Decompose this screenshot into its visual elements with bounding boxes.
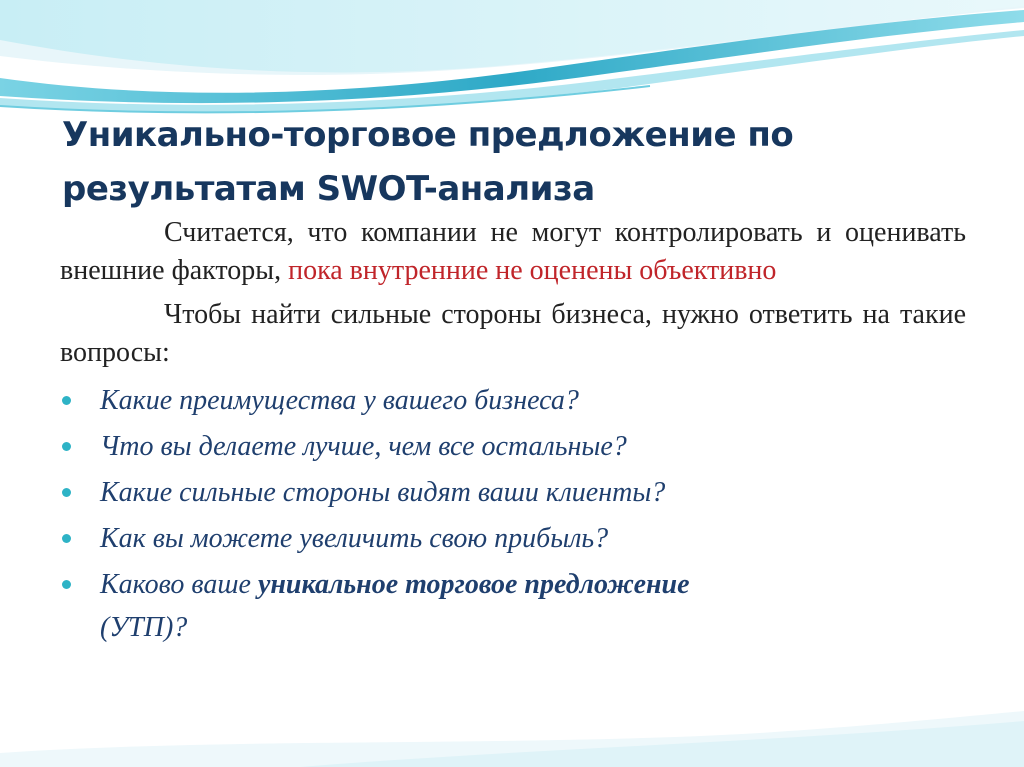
- bullet-icon: [62, 580, 71, 589]
- bullet-icon: [62, 534, 71, 543]
- question-text: Что вы делаете лучше, чем все остальные?: [100, 431, 627, 462]
- question-text-strong: уникальное торговое предложение: [257, 569, 690, 600]
- question-list: [60, 378, 966, 648]
- decorative-waves-bottom: [0, 707, 1024, 767]
- decorative-waves-top: [0, 0, 1024, 120]
- question-text: Как вы можете увеличить свою прибыль?: [100, 523, 609, 554]
- question-text: Какие преимущества у вашего бизнеса?: [100, 385, 579, 416]
- bullet-icon: [62, 442, 71, 451]
- bullet-icon: [62, 396, 71, 405]
- paragraph-questions-lead: [60, 296, 966, 372]
- paragraph-intro-highlight: пока внутренние не оценены объективно: [288, 255, 777, 286]
- question-text-start: Каково ваше: [100, 569, 258, 600]
- slide-title: [62, 108, 962, 216]
- list-item: [60, 470, 966, 516]
- list-item: [60, 378, 966, 424]
- list-item: [60, 424, 966, 470]
- title-line-2: результатам SWOT-анализа: [62, 169, 595, 209]
- bullet-icon: [62, 488, 71, 497]
- paragraph-intro: [60, 214, 966, 290]
- question-text-end: (УТП)?: [100, 612, 188, 643]
- question-text: Какие сильные стороны видят ваши клиенты?: [100, 477, 666, 508]
- title-line-1: Уникально-торговое предложение по: [62, 115, 794, 155]
- paragraph-questions-lead-text: Чтобы найти сильные стороны бизнеса, нужно ответить на такие вопросы:: [60, 299, 966, 368]
- list-item: [60, 516, 966, 562]
- paragraph-intro-text: Считается, что компании не могут контролировать и оценивать внешние факторы,: [60, 217, 966, 286]
- slide-body: [60, 214, 966, 648]
- list-item: [60, 562, 966, 648]
